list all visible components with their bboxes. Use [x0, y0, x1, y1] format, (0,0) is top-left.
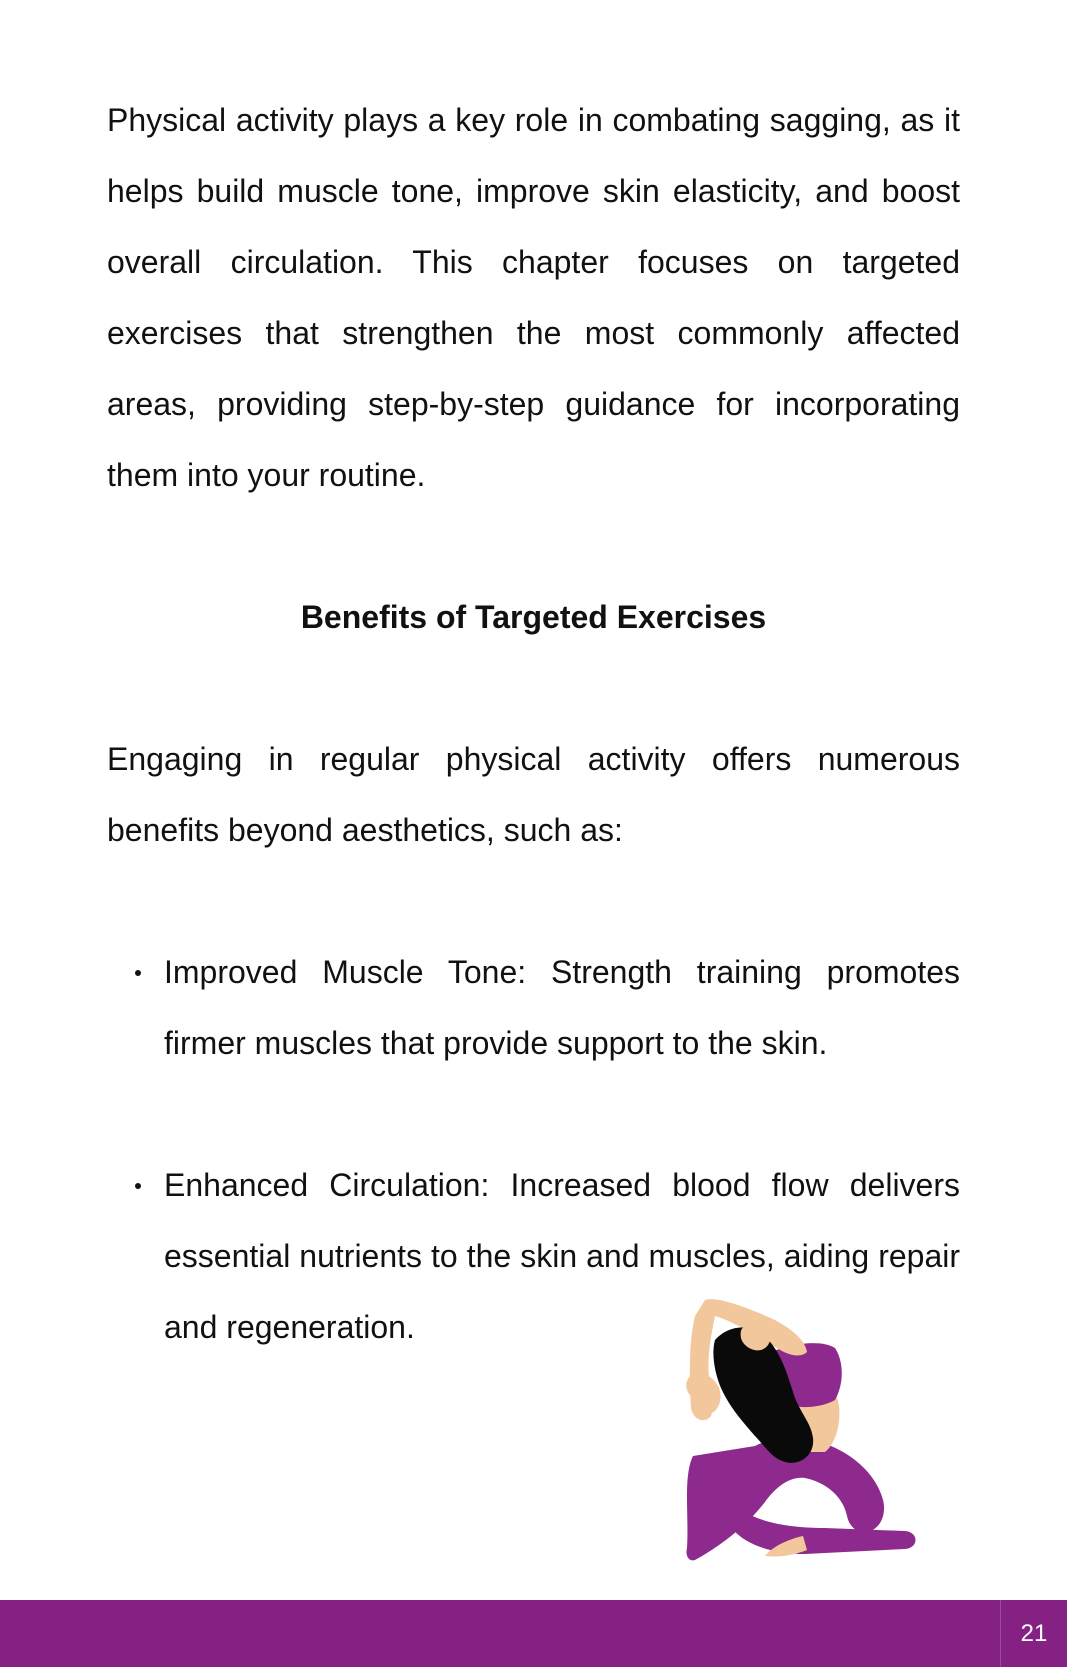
- page-number: 21: [1000, 1600, 1067, 1667]
- section-heading: Benefits of Targeted Exercises: [300, 599, 767, 635]
- bullet-icon: [135, 970, 141, 976]
- bullet-icon: [135, 1183, 141, 1189]
- yoga-pose-illustration: [685, 1296, 945, 1564]
- section-paragraph: Engaging in regular physical activity offers numerous benefits beyond aesthetics, such as:: [107, 741, 960, 848]
- list-item: [107, 937, 960, 1079]
- benefit-text: Improved Muscle Tone: Strength training promotes firmer muscles that provide support to the skin.: [164, 954, 960, 1061]
- benefit-text: Enhanced Circulation: Increased blood flow delivers essential nutrients to the skin and muscles, aiding repair and regeneration.: [164, 1167, 960, 1345]
- footer-bar: [0, 1600, 1067, 1667]
- intro-paragraph: Physical activity plays a key role in combating sagging, as it helps build muscle tone, improve skin elasticity, and boost overall circulation. This chapter focuses on targeted exercises that strengthen the most commonly affected areas, providing step-by-step guidance for incorporating them into your routine.: [107, 102, 960, 493]
- page-content: [107, 85, 960, 1363]
